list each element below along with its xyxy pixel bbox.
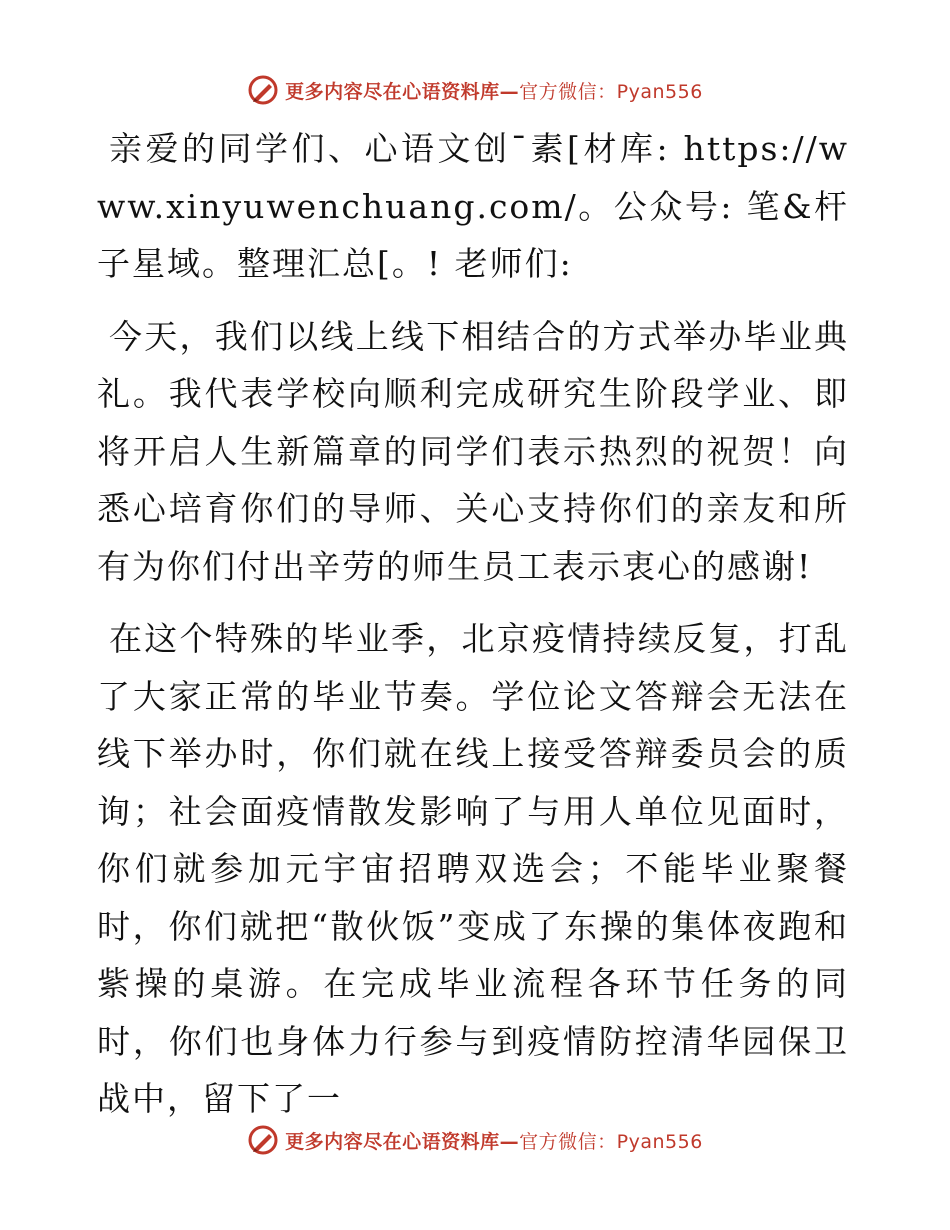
header-banner <box>0 70 950 110</box>
banner-dash: — <box>499 80 520 103</box>
pen-logo-icon <box>247 74 279 106</box>
banner-dash: — <box>499 1130 520 1153</box>
pen-logo-icon <box>247 1124 279 1156</box>
banner-slogan: 更多内容尽在心语资料库 <box>285 1130 500 1153</box>
footer-banner <box>0 1120 950 1160</box>
paragraph-1: 今天，我们以线上线下相结合的方式举办毕业典礼。我代表学校向顺利完成研究生阶段学业、即将开启人生新篇章的同学们表示热烈的祝贺！向悉心培育你们的导师、关心支持你们的亲友和所有为你们付出辛劳的师生员工表示衷心的感谢! <box>97 316 849 586</box>
banner-text <box>285 77 703 104</box>
document-body <box>97 120 849 1143</box>
banner-text <box>285 1127 703 1154</box>
paragraph-2: 在这个特殊的毕业季，北京疫情持续反复，打乱了大家正常的毕业节奏。学位论文答辩会无法在线下举办时，你们就在线上接受答辩委员会的质询；社会面疫情散发影响了与用人单位见面时，你们就参加元宇宙招聘双选会；不能毕业聚餐时，你们就把“散伙饭”变成了东操的集体夜跑和紫操的桌游。在完成毕业流程各环节任务的同时，你们也身体力行参与到疫情防控清华园保卫战中，留下了一 <box>97 619 849 1118</box>
banner-wechat: 官方微信：Pyan556 <box>519 80 703 103</box>
paragraph-greeting: 亲爱的同学们、心语文创¯素[材库: https://www.xinyuwenchuang.com/。公众号: 笔&杆子星域。整理汇总[。! 老师们: <box>97 129 849 283</box>
banner-slogan: 更多内容尽在心语资料库 <box>285 80 500 103</box>
banner-wechat: 官方微信：Pyan556 <box>519 1130 703 1153</box>
